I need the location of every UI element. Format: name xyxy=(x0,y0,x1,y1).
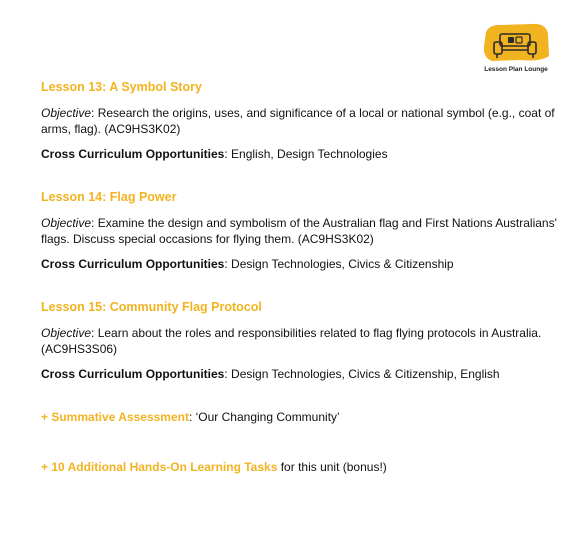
lesson-15 xyxy=(41,299,561,382)
cross-curriculum xyxy=(41,256,561,272)
objective-text: : Learn about the roles and responsibilities related to flag flying protocols in Australia. (AC9HS3S06) xyxy=(41,326,542,356)
cross-curriculum-text: : Design Technologies, Civics & Citizenship xyxy=(224,257,454,271)
cross-curriculum-text: : English, Design Technologies xyxy=(224,147,388,161)
additional-tasks-label: + 10 Additional Hands-On Learning Tasks xyxy=(41,460,278,474)
logo-text: Lesson Plan Lounge xyxy=(484,66,548,73)
objective-label: Objective xyxy=(41,216,92,230)
lesson-14 xyxy=(41,189,561,272)
lesson-plan-lounge-logo xyxy=(480,22,552,78)
lesson-title: Lesson 15: Community Flag Protocol xyxy=(41,300,262,314)
objective-text: : Research the origins, uses, and significance of a local or national symbol (e.g., coat of arms, flag). (AC9HS3K02) xyxy=(41,106,555,136)
cross-curriculum-text: : Design Technologies, Civics & Citizenship, English xyxy=(224,367,500,381)
cross-curriculum xyxy=(41,366,561,382)
objective-text: : Examine the design and symbolism of the Australian flag and First Nations Australians' flags. Discuss special occasions for flying them. (AC9HS3K02) xyxy=(41,216,557,246)
cross-curriculum-label: Cross Curriculum Opportunities xyxy=(41,367,225,381)
objective-label: Objective xyxy=(41,326,92,340)
cross-curriculum-label: Cross Curriculum Opportunities xyxy=(41,147,225,161)
summative-assessment-label: + Summative Assessment xyxy=(41,410,189,424)
lesson-objective xyxy=(41,215,561,247)
lesson-objective xyxy=(41,105,561,137)
additional-tasks-text: for this unit (bonus!) xyxy=(277,460,387,474)
lesson-13 xyxy=(41,79,561,162)
additional-tasks xyxy=(41,459,561,475)
objective-label: Objective xyxy=(41,106,92,120)
lesson-objective xyxy=(41,325,561,357)
lesson-title: Lesson 14: Flag Power xyxy=(41,190,177,204)
cross-curriculum xyxy=(41,146,561,162)
summative-assessment xyxy=(41,409,561,425)
lesson-title: Lesson 13: A Symbol Story xyxy=(41,80,202,94)
lesson-list xyxy=(41,79,561,509)
cross-curriculum-label: Cross Curriculum Opportunities xyxy=(41,257,225,271)
summative-assessment-text: : ‘Our Changing Community’ xyxy=(188,410,340,424)
sofa-icon xyxy=(480,22,552,66)
